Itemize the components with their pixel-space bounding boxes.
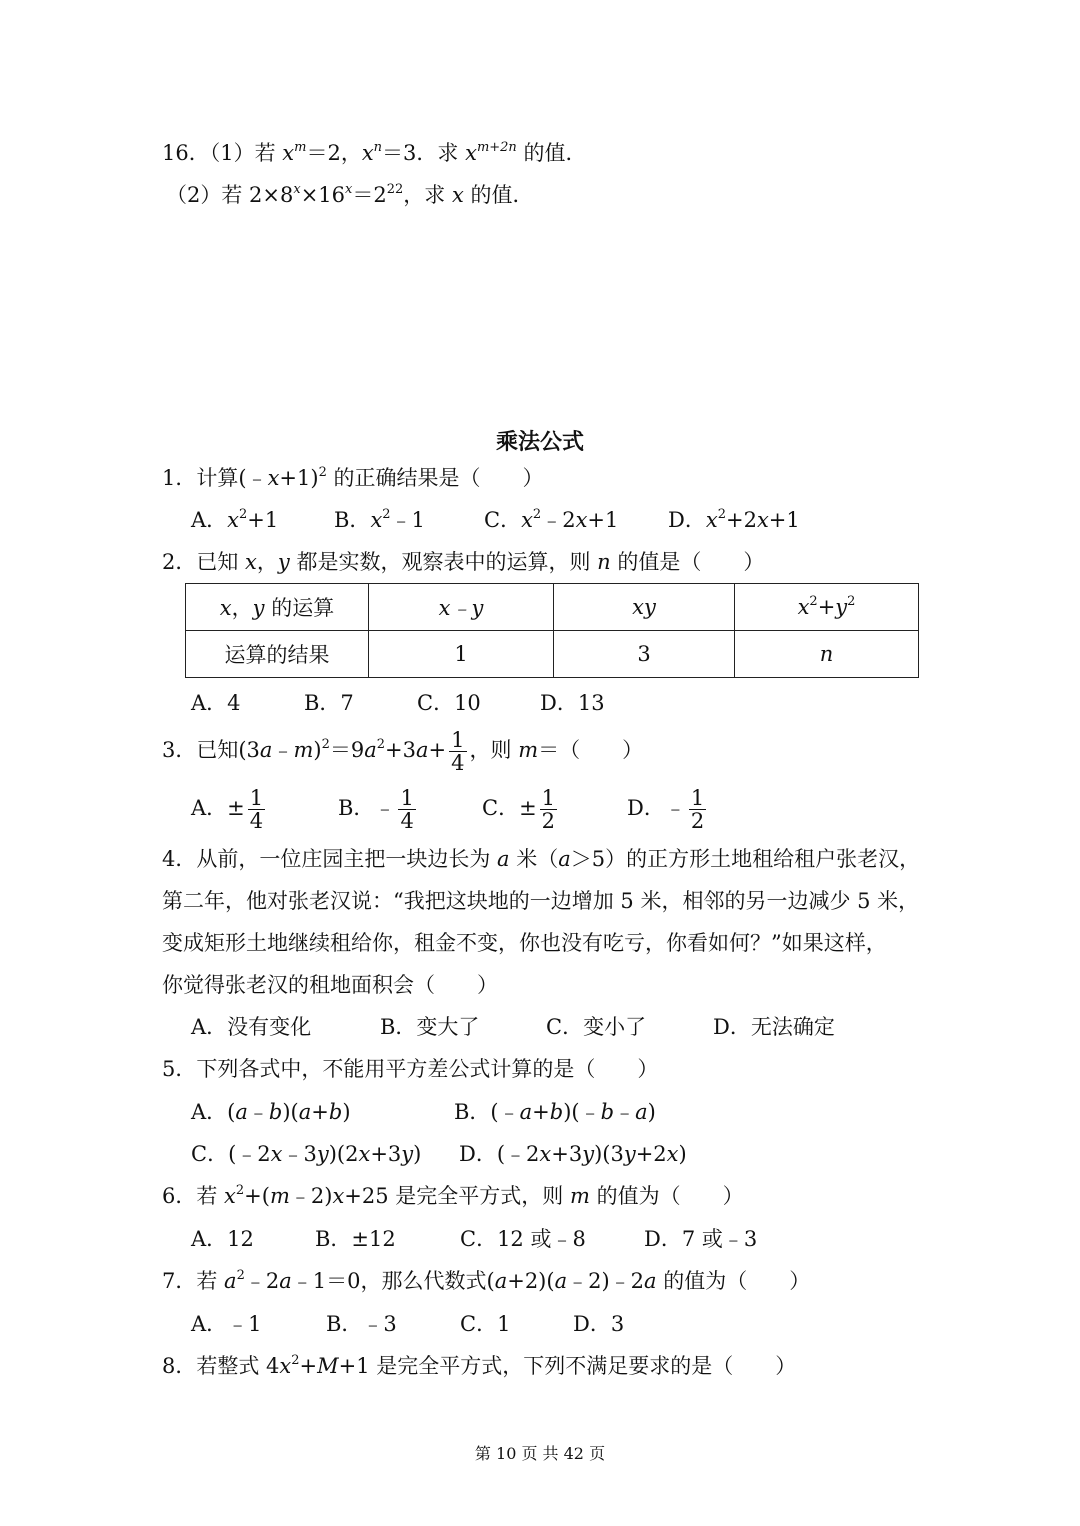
table-row (186, 584, 919, 631)
table-cell: n (735, 631, 919, 678)
q1-option-b: B．$x^2﹣1$ (334, 507, 425, 532)
q1-option-d: D．$x^2+2x+1$ (668, 507, 800, 532)
table-row (186, 631, 919, 678)
page-footer: 第 10 页 共 42 页 (474, 1444, 606, 1463)
table-cell: xy (554, 584, 735, 631)
q7-option-d: D．3 (573, 1312, 625, 1336)
table-cell: 1 (369, 631, 554, 678)
q4-option-b: B．变大了 (380, 1015, 480, 1039)
q2-option-b: B．7 (304, 691, 354, 715)
fraction: $\frac{1}{2}$ (541, 786, 556, 833)
q4-line-2: 第二年，他对张老汉说：“我把这块地的一边增加 5 米，相邻的另一边减少 5 米， (162, 889, 920, 913)
q4-option-a: A．没有变化 (191, 1015, 312, 1039)
q7-option-a: A．﹣1 (191, 1312, 262, 1336)
table-cell: 3 (554, 631, 735, 678)
table-cell: $x^2+y^2$ (735, 584, 919, 631)
fraction: $\frac{1}{4}$ (400, 786, 414, 833)
q4-line-1: 4．从前，一位庄园主把一块边长为 a 米（a＞5）的正方形土地租给租户张老汉， (162, 847, 921, 871)
q4-option-d: D．无法确定 (713, 1015, 835, 1039)
fraction: $\frac{1}{2}$ (690, 786, 705, 833)
q4-line-4: 你觉得张老汉的租地面积会（ ） (162, 973, 498, 997)
q6-option-b: B．±12 (315, 1227, 396, 1251)
q6-option-d: D．7 或﹣3 (644, 1227, 758, 1251)
q3-option-c: C．± $\frac{1}{2}$ (482, 786, 556, 833)
q3-option-a: A．± $\frac{1}{4}$ (191, 786, 264, 833)
q5-option-b: B．(﹣a+b)(﹣b﹣a) (454, 1100, 656, 1124)
q2-table (185, 583, 919, 678)
q2-option-c: C．10 (417, 691, 481, 715)
fraction: $\frac{1}{4}$ (249, 786, 264, 833)
q7-stem: 7．若 $a^2﹣2a﹣1=0$，那么代数式(a+2)(a﹣2)﹣2a 的值为（ ） (162, 1268, 811, 1293)
q6-stem: 6．若 $x^2+(m﹣2)x+25$ 是完全平方式，则 m 的值为（ ） (162, 1183, 744, 1208)
q2-option-a: A．4 (191, 691, 241, 715)
q1-option-c: C．$x^2﹣2x+1$ (484, 507, 619, 532)
q3-option-b: B．﹣ $\frac{1}{4}$ (338, 786, 414, 833)
q7-option-b: B．﹣3 (326, 1312, 397, 1336)
q4-line-3: 变成矩形土地继续租给你，租金不变，你也没有吃亏，你看如何？”如果这样， (162, 931, 887, 955)
fraction: $\frac{1}{4}$ (451, 728, 465, 775)
q2-option-d: D．13 (540, 691, 605, 715)
table-cell: x，y 的运算 (186, 584, 369, 631)
section-title: 乘法公式 (495, 429, 584, 455)
q8-stem: 8．若整式 $4x^2+M+1$ 是完全平方式，下列不满足要求的是（ ） (162, 1353, 797, 1378)
q1-stem: 1．计算(﹣x+1)$^2$ 的正确结果是（ ） (162, 465, 544, 490)
q5-option-a: A．(a﹣b)(a+b) (191, 1100, 351, 1124)
table-cell: 运算的结果 (186, 631, 369, 678)
q2-stem: 2．已知 x，y 都是实数，观察表中的运算，则 n 的值是（ ） (162, 550, 765, 574)
q6-option-a: A．12 (191, 1227, 254, 1251)
q5-option-d: D．(﹣2x+3y)(3y+2x) (459, 1142, 687, 1166)
q3-stem: 3．已知$(3a﹣m)^2=9a^2+3a+$ $\frac{1}{4}$ ，则 m＝（ ） (162, 728, 644, 775)
q3-option-d: D．﹣ $\frac{1}{2}$ (627, 786, 705, 833)
q7-option-c: C．1 (460, 1312, 511, 1336)
q16-part2: （2）若 $2\times 8^x\times 16^x=2^{22}$，求 x 的值． (166, 182, 534, 207)
q16-part1: 16．（1）若 $x^m=2$，$x^n=3$．求 $x^{m+2n}$ 的值． (162, 140, 587, 165)
q5-option-c: C．(﹣2x﹣3y)(2x+3y) (191, 1142, 422, 1166)
table-cell: x﹣y (369, 584, 554, 631)
q4-option-c: C．变小了 (546, 1015, 647, 1039)
q6-option-c: C．12 或﹣8 (460, 1227, 586, 1251)
q1-option-a: A．$x^2+1$ (191, 507, 279, 532)
q5-stem: 5．下列各式中，不能用平方差公式计算的是（ ） (162, 1057, 659, 1081)
